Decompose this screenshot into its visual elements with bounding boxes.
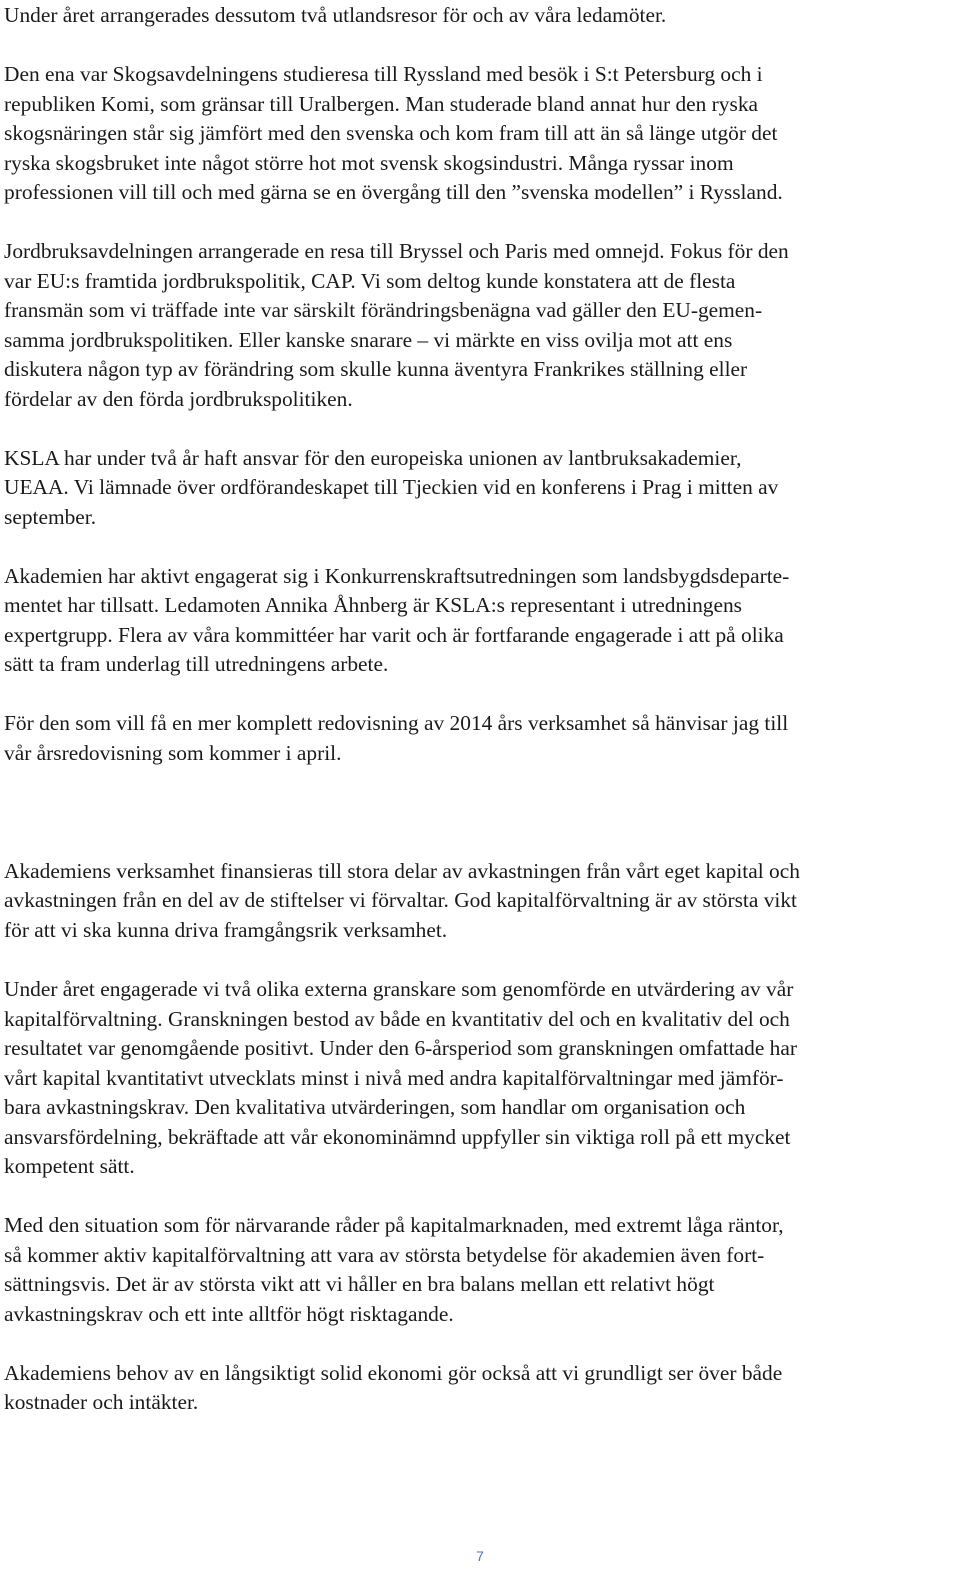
paragraph-5-line-3: expertgrupp. Flera av våra kommittéer har varit och är fortfarande engagerade i att på olika xyxy=(4,623,784,647)
paragraph-1-line-1: Under året arrangerades dessutom två utlandsresor för och av våra ledamöter. xyxy=(4,3,667,27)
paragraph-7-line-1: Akademiens verksamhet finansieras till stora delar av avkastningen från vårt eget kapital och xyxy=(4,859,800,883)
paragraph-10-line-1: Akademiens behov av en långsiktigt solid ekonomi gör också att vi grundligt ser över både xyxy=(4,1361,783,1385)
paragraph-3-line-1: Jordbruksavdelningen arrangerade en resa till Bryssel och Paris med omnejd. Fokus för den xyxy=(4,239,789,263)
paragraph-8-line-4: vårt kapital kvantitativt utvecklats minst i nivå med andra kapitalförvaltningar med jämför- xyxy=(4,1066,784,1090)
paragraph-5-line-2: mentet har tillsatt. Ledamoten Annika Åhnberg är KSLA:s representant i utredningens xyxy=(4,593,742,617)
paragraph-4-line-2: UEAA. Vi lämnade över ordförandeskapet till Tjeckien vid en konferens i Prag i mitten av xyxy=(4,475,779,499)
page-number: 7 xyxy=(476,1548,484,1564)
paragraph-10-line-2: kostnader och intäkter. xyxy=(4,1390,199,1414)
paragraph-7-line-2: avkastningen från en del av de stiftelser vi förvaltar. God kapitalförvaltning är av största vikt xyxy=(4,888,797,912)
paragraph-3-line-4: samma jordbrukspolitiken. Eller kanske snarare – vi märkte en viss ovilja mot att ens xyxy=(4,328,733,352)
paragraph-8-line-2: kapitalförvaltning. Granskningen bestod av både en kvantitativ del och en kvalitativ del och xyxy=(4,1007,790,1031)
paragraph-9-line-1: Med den situation som för närvarande råder på kapitalmarknaden, med extremt låga räntor, xyxy=(4,1213,784,1237)
paragraph-2-line-4: ryska skogsbruket inte något större hot mot svensk skogsindustri. Många ryssar inom xyxy=(4,151,734,175)
paragraph-4-line-1: KSLA har under två år haft ansvar för den europeiska unionen av lantbruksakademier, xyxy=(4,446,742,470)
paragraph-8-line-6: ansvarsfördelning, bekräftade att vår ekonominämnd uppfyller sin viktiga roll på ett mycket xyxy=(4,1125,791,1149)
paragraph-7-line-3: för att vi ska kunna driva framgångsrik verksamhet. xyxy=(4,918,448,942)
paragraph-3-line-3: fransmän som vi träffade inte var särskilt förändringsbenägna vad gäller den EU-gemen- xyxy=(4,298,763,322)
paragraph-5-line-1: Akademien har aktivt engagerat sig i Konkurrenskraftsutredningen som landsbygdsdeparte- xyxy=(4,564,790,588)
paragraph-2-line-1: Den ena var Skogsavdelningens studieresa till Ryssland med besök i S:t Petersburg och i xyxy=(4,62,763,86)
paragraph-8-line-5: bara avkastningskrav. Den kvalitativa utvärderingen, som handlar om organisation och xyxy=(4,1095,746,1119)
paragraph-9-line-3: sättningsvis. Det är av största vikt att vi håller en bra balans mellan ett relativt högt xyxy=(4,1272,715,1296)
paragraph-3-line-6: fördelar av den förda jordbrukspolitiken. xyxy=(4,387,353,411)
paragraph-6-line-1: För den som vill få en mer komplett redovisning av 2014 års verksamhet så hänvisar jag till xyxy=(4,711,789,735)
paragraph-3-line-5: diskutera någon typ av förändring som skulle kunna äventyra Frankrikes ställning eller xyxy=(4,357,748,381)
paragraph-9-line-2: så kommer aktiv kapitalförvaltning att vara av största betydelse för akademien även fort- xyxy=(4,1243,765,1267)
paragraph-9-line-4: avkastningskrav och ett inte alltför högt risktagande. xyxy=(4,1302,454,1326)
paragraph-2-line-3: skogsnäringen står sig jämfört med den svenska och kom fram till att än så länge utgör det xyxy=(4,121,778,145)
paragraph-8-line-7: kompetent sätt. xyxy=(4,1154,135,1178)
paragraph-8-line-3: resultatet var genomgående positivt. Under den 6-årsperiod som granskningen omfattade har xyxy=(4,1036,797,1060)
paragraph-6-line-2: vår årsredovisning som kommer i april. xyxy=(4,741,342,765)
paragraph-2-line-5: professionen vill till och med gärna se en övergång till den ”svenska modellen” i Ryssland. xyxy=(4,180,783,204)
paragraph-4-line-3: september. xyxy=(4,505,97,529)
paragraph-5-line-4: sätt ta fram underlag till utredningens arbete. xyxy=(4,652,389,676)
paragraph-3-line-2: var EU:s framtida jordbrukspolitik, CAP. Vi som deltog kunde konstatera att de flesta xyxy=(4,269,736,293)
paragraph-8-line-1: Under året engagerade vi två olika externa granskare som genomförde en utvärdering av vår xyxy=(4,977,794,1001)
paragraph-2-line-2: republiken Komi, som gränsar till Uralbergen. Man studerade bland annat hur den ryska xyxy=(4,92,759,116)
